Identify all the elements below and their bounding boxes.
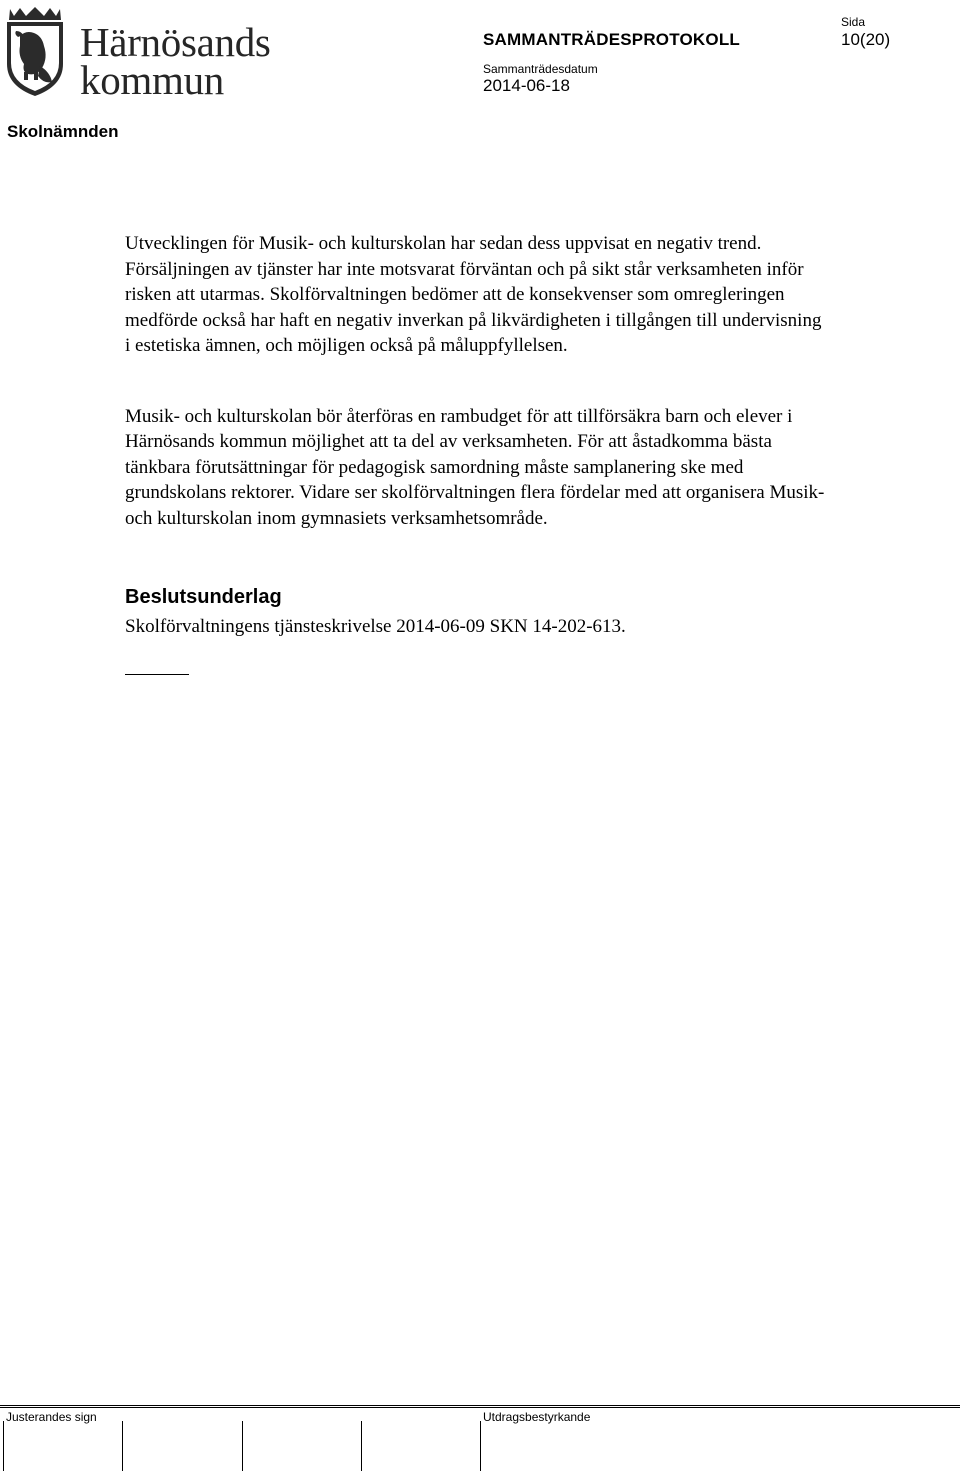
body-paragraph-1: Utvecklingen för Musik- och kulturskolan har sedan dess uppvisat en negativ trend. Försäljningen av tjänster har inte motsvarat förväntan och på sikt står verksamheten inför risken att utarmas. Skolförvaltningen bedömer att de konsekvenser som omregleringen medförde också har haft en negativ inverkan på likvärdigheten i tillgången till undervisning i estetiska ämnen, och möjligen också på måluppfyllelsen. (125, 233, 822, 356)
section-heading: Beslutsunderlag (125, 586, 282, 608)
signature-box-divider (242, 1421, 243, 1471)
signature-box-divider (3, 1421, 4, 1471)
harnosand-crest-icon (4, 6, 66, 98)
extract-certified-label: Utdragsbestyrkande (483, 1410, 591, 1424)
footer-divider-inner (0, 1407, 960, 1408)
document-body (125, 231, 825, 675)
document-type: SAMMANTRÄDESPROTOKOLL (483, 30, 740, 49)
body-paragraph-2: Musik- och kulturskolan bör återföras en rambudget för att tillförsäkra barn och elever i Härnösands kommun möjlighet att ta del av verksamheten. För att åstadkomma bästa tänkbara förutsättningar för pedagogisk samordning måste samplanering ske med grundskolans rektorer. Vidare ser skolförvaltningen flera fördelar med att organisera Musik- och kulturskolan inom gymnasiets verksamhetsområde. (125, 405, 825, 529)
signature-box-divider (361, 1421, 362, 1471)
signature-box-divider (122, 1421, 123, 1471)
adjusters-sign-label: Justerandes sign (6, 1410, 97, 1424)
signature-box-divider (480, 1421, 481, 1471)
committee-name: Skolnämnden (7, 122, 119, 141)
meeting-date-label: Sammanträdesdatum (483, 62, 598, 76)
decision-basis: Skolförvaltningens tjänsteskrivelse 2014-06-09 SKN 14-202-613. (125, 616, 626, 637)
wordmark-line-1: Härnösands (80, 19, 271, 65)
meeting-date: 2014-06-18 (483, 76, 570, 95)
footer-divider (0, 1405, 960, 1406)
signature-footer (0, 1405, 960, 1470)
page-label: Sida (841, 15, 866, 29)
wordmark-line-2: kommun (80, 57, 224, 103)
end-rule (125, 674, 189, 675)
page-number: 10(20) (841, 30, 891, 49)
